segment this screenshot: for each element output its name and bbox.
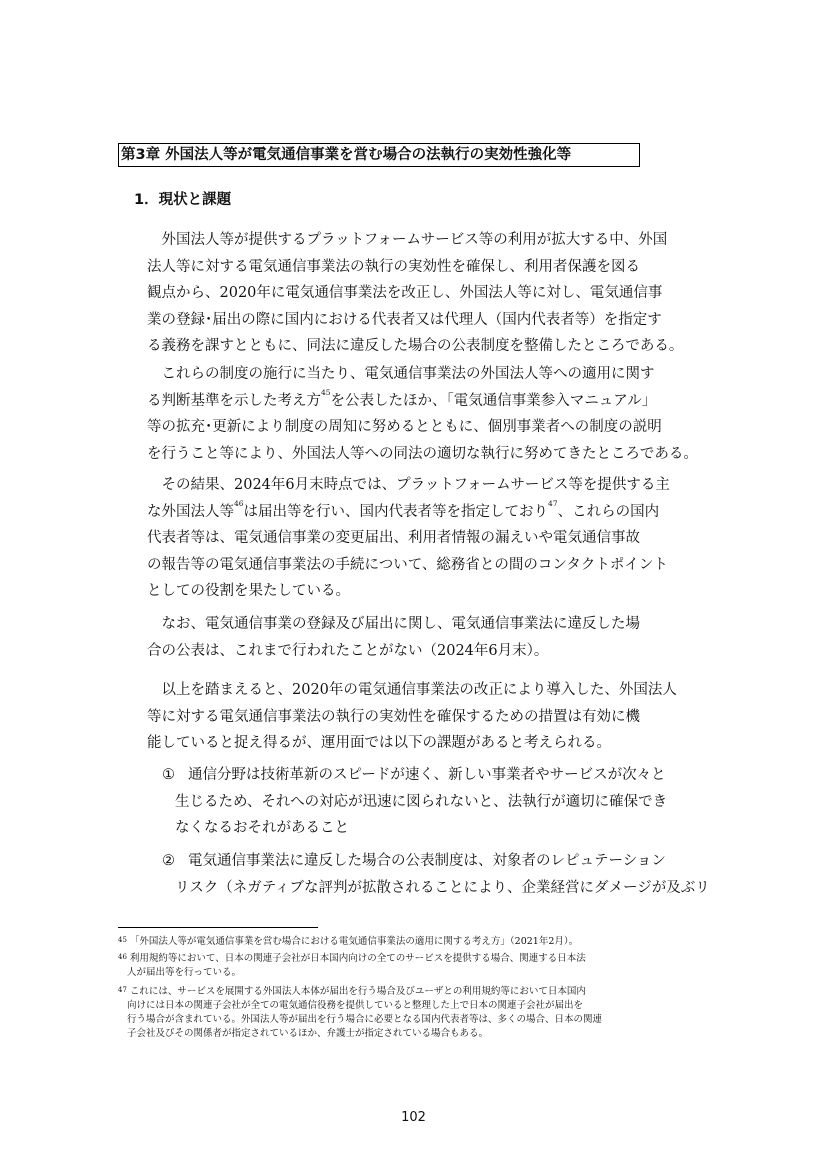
issue-marker: ① <box>162 767 175 783</box>
paragraph-line: としての役割を果たしている。 <box>147 583 350 599</box>
issue-line: 生じるため、それへの対応が迅速に図られないと、法執行が適切に確保でき <box>175 793 668 810</box>
paragraph-line: 等に対する電気通信事業法の執行の実効性を確保するための措置は有効に機 <box>147 708 640 725</box>
paragraph-line: の報告等の電気通信事業法の手続について、総務省との間のコンタクトポイント <box>147 556 668 573</box>
paragraph-line: る義務を課すとともに、同法に違反した場合の公表制度を整備したところである。 <box>147 338 684 354</box>
footnote-line <box>118 985 718 999</box>
text-segment: る判断基準を示した考え方 <box>147 392 321 409</box>
paragraph-line: 等の拡充･更新により制度の周知に努めるとともに、個別事業者への制度の説明 <box>147 419 662 435</box>
text-segment: を公表したほか、「電気通信事業参入マニュアル」 <box>330 392 657 409</box>
footnote-ref-47[interactable]: 47 <box>548 498 558 508</box>
footnote-45 <box>118 935 718 949</box>
paragraph-line: 以上を踏まえると、2020年の電気通信事業法の改正により導入した、外国法人 <box>161 682 677 698</box>
section-title: 1．現状と課題 <box>134 192 232 208</box>
footnote-line <box>118 952 718 966</box>
footnote-divider <box>118 927 318 928</box>
paragraph-line <box>147 499 715 526</box>
footnote-line: 子会社及びその関係者が指定されているほか、弁護士が指定されている場合もある。 <box>127 1028 489 1039</box>
paragraph-3 <box>147 472 715 605</box>
paragraph-5 <box>147 677 715 757</box>
text-segment: な外国法人等 <box>147 503 234 520</box>
paragraph-line: を行うこと等により、外国法人等への同法の適切な執行に努めてきたところである。 <box>147 445 698 462</box>
footnote-number: 47 <box>118 986 127 994</box>
footnote-number: 46 <box>118 953 127 961</box>
text-segment: は届出等を行い、国内代表者等を指定しており <box>243 503 549 520</box>
paragraph-4 <box>147 611 715 664</box>
issue-marker: ② <box>162 853 175 869</box>
paragraph-line: 代表者等は、電気通信事業の変更届出、利用者情報の漏えいや電気通信事故 <box>147 530 640 546</box>
paragraph-line: なお、電気通信事業の登録及び届出に関し、電気通信事業法に違反した場 <box>161 616 640 632</box>
issue-item-2 <box>162 848 714 901</box>
issue-line: 電気通信事業法に違反した場合の公表制度は、対象者のレピュテーション <box>188 853 666 869</box>
paragraph-1 <box>147 227 715 360</box>
footnote-text: これには、サービスを展開する外国法人本体が届出を行う場合及びユーザとの利用規約等において日本国内 <box>129 986 586 997</box>
issue-line: リスク（ネガティブな評判が拡散されることにより、企業経営にダメージが及ぶリ <box>175 879 710 896</box>
footnote-text: 「外国法人等が電気通信事業を営む場合における電気通信事業法の適用に関する考え方」（2021年2月）。 <box>129 936 579 947</box>
paragraph-2 <box>147 361 715 467</box>
footnote-line: 行う場合が含まれている。外国法人等が届出を行う場合に必要となる国内代表者等は、多くの場合、日本の関連 <box>127 1014 603 1025</box>
footnote-47 <box>118 985 718 1041</box>
footnote-line: 向けには日本の関連子会社が全ての電気通信役務を提供していると整理した上で日本の関連子会社が届出を <box>127 1000 584 1011</box>
issue-item-1 <box>162 762 714 842</box>
footnote-number: 45 <box>118 936 127 944</box>
footnote-46 <box>118 952 718 980</box>
footnote-line: 人が届出等を行っている。 <box>127 967 242 978</box>
issue-line: 通信分野は技術革新のスピードが速く、新しい事業者やサービスが次々と <box>188 767 666 783</box>
chapter-title: 第3章 外国法人等が電気通信事業を営む場合の法執行の実効性強化等 <box>118 143 640 167</box>
paragraph-line: 合の公表は、これまで行われたことがない（2024年6月末）。 <box>147 642 549 659</box>
paragraph-line: 法人等に対する電気通信事業法の執行の実効性を確保し、利用者保護を図る <box>147 258 640 275</box>
footnote-line <box>118 935 718 949</box>
paragraph-line: その結果、2024年6月末時点では、プラットフォームサービス等を提供する主 <box>161 477 670 493</box>
footnote-ref-45[interactable]: 45 <box>321 387 331 397</box>
paragraph-line <box>147 388 715 415</box>
paragraph-line: これらの制度の施行に当たり、電気通信事業法の外国法人等への適用に関す <box>161 366 655 382</box>
text-segment: 、これらの国内 <box>557 503 660 520</box>
paragraph-line: 能していると捉え得るが、運用面では以下の課題があると考えられる。 <box>147 735 611 751</box>
page-number: 102 <box>401 1110 426 1125</box>
paragraph-line: 業の登録･届出の際に国内における代表者又は代理人（国内代表者等）を指定す <box>147 311 662 328</box>
paragraph-line: 観点から、2020年に電気通信事業法を改正し、外国法人等に対し、電気通信事 <box>147 285 663 301</box>
footnote-text: 利用規約等において、日本の関連子会社が日本国内向けの全てのサービスを提供する場合、関連する日本法 <box>129 953 586 964</box>
paragraph-line: 外国法人等が提供するプラットフォームサービス等の利用が拡大する中、外国 <box>161 232 668 248</box>
footnote-ref-46[interactable]: 46 <box>234 498 244 508</box>
issue-line: なくなるおそれがあること <box>175 820 349 836</box>
